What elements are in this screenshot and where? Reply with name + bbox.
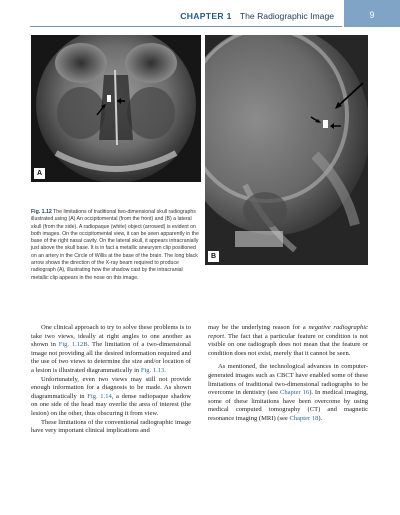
paragraph: [208, 363, 368, 423]
header-rule: [30, 26, 342, 27]
chapter-label: CHAPTER 1: [180, 11, 232, 21]
occipitomental-skull-image: [31, 35, 201, 182]
figure-label: Fig. 1.12: [31, 209, 52, 215]
panel-label-b: B: [208, 251, 219, 262]
running-head: [180, 11, 334, 21]
radiograph-occipitomental: [31, 35, 201, 182]
text-run: Unfortunately, even two views may still not provide enough information for a diagnosis to be made. As shown diagrammatically in: [31, 375, 191, 400]
page-header: [0, 0, 400, 24]
chapter-link[interactable]: Chapter 16: [280, 389, 310, 397]
figure-link[interactable]: Fig. 1.12B: [58, 341, 88, 349]
caption-text: The limitations of traditional two-dimensional skull radiographs illustrated using (A) An occipitomental (from the front) and (B) a lateral skull (from the side). A radiopaque (white) object (arrowed) is evident on both images. On the occipitomental view, it can be seen apparently in the base of the right nasal cavity. On the lateral skull, it appears intracranially just above the skull base. It is in fact a metallic aneurysm clip positioned on an artery in the Circle of Willis at the base of the brain. The long black arrow shows the direction of the X-ray beam required to produce radiograph (A), illustrating how the shadow cast by the intracranial metallic clip appears in the nose on this image.: [31, 209, 199, 281]
emphasis: negative radiographic report: [208, 324, 368, 340]
figure-caption: [31, 209, 199, 282]
text-run: As mentioned, the technological advances in computer-generated images such as CBCT have enabled some of these limitations of traditional two-dimensional radiographs to be overcome in dentistry (see: [208, 363, 368, 397]
text-run: ). In medical imaging, some of these limitations have been overcome by using medical computed tomography (CT) and magnetic resonance imaging (MRI) (see: [208, 389, 368, 422]
text-run: may be the underlying reason for a: [208, 324, 309, 331]
paragraph: [208, 324, 368, 358]
paragraph: [31, 376, 191, 419]
text-run: ).: [318, 414, 323, 422]
paragraph: [31, 324, 191, 376]
radiograph-lateral-skull: [205, 35, 368, 265]
figure-link[interactable]: Fig. 1.14: [87, 392, 112, 400]
text-run: . The limitation of a two-dimensional image not providing all the desired information required and the use of two views to determine the size and/or location of a lesion is illustrated diagrammatically in: [31, 341, 192, 374]
text-run: , a dense radiopaque shadow on one side of the head may overlie the area of interest (the lesion) on the other, thus obscuring it from view.: [31, 392, 191, 417]
text-run: .: [164, 366, 166, 374]
page-number-box: [344, 0, 400, 27]
figure-link[interactable]: Fig. 1.13: [140, 366, 165, 374]
chapter-title: The Radiographic Image: [239, 11, 334, 21]
panel-label-a: A: [34, 168, 45, 179]
paragraph: These limitations of the conventional radiographic image have very important clinical implications and: [31, 418, 191, 435]
body-column-left: [31, 324, 191, 436]
page-number: 9: [369, 10, 375, 20]
lateral-skull-image: [205, 35, 368, 265]
text-run: One clinical approach to try to solve these problems is to take two views, ideally at right angles to one another as shown in: [31, 324, 191, 349]
chapter-link[interactable]: Chapter 18: [289, 414, 319, 422]
body-column-right: [208, 324, 368, 424]
text-run: . The fact that a particular feature or condition is not visible on one radiograph does not mean that the feature or condition does not exist, merely that it cannot be seen.: [208, 332, 368, 357]
